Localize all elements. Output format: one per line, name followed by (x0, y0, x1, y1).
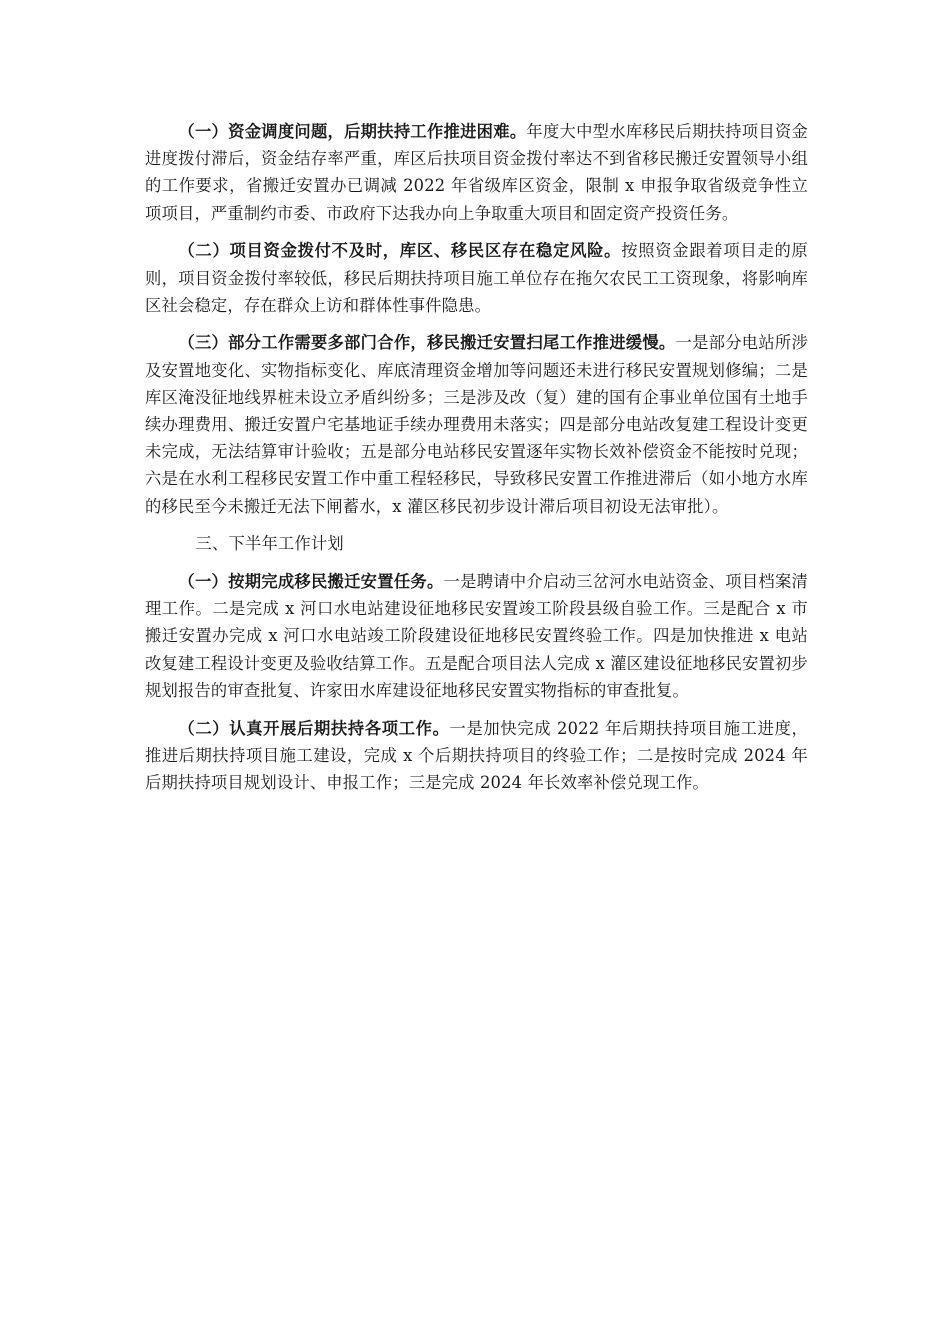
paragraph-plan-resettlement (145, 568, 808, 704)
section-heading: 三、下半年工作计划 (195, 534, 344, 554)
paragraph-body: 一是聘请中介启动三岔河水电站资金、项目档案清理工作。二是完成 x 河口水电站建设征地移民安置竣工阶段县级自验工作。三是配合 x 市搬迁安置办完成 x 河口水电站竣工阶段建设征地移民安置终验工作。四是加快推进 x 电站改复建工程设计变更及验收结算工作。五是配合项目法人完成 x 灌区建设征地移民安置初步规划报告的审查批复、许家田水库建设征地移民安置实物指标的审查批复。 (145, 572, 809, 700)
paragraph-body: 年度大中型水库移民后期扶持项目资金进度拨付滞后，资金结存率严重，库区后扶项目资金拨付率达不到省移民搬迁安置领导小组的工作要求，省搬迁安置办已调减 2022 年省级库区资金，限制 x 申报争取省级竞争性立项项目，严重制约市委、市政府下达我办向上争取重大项目和固定资产投资任务。 (145, 122, 808, 223)
paragraph-plan-support (145, 715, 808, 797)
paragraph-lead: （一）资金调度问题，后期扶持工作推进困难。 (178, 122, 527, 141)
paragraph-body: 一是部分电站所涉及安置地变化、实物指标变化、库底清理资金增加等问题还未进行移民安置规划修编；二是库区淹没征地线界桩未设立矛盾纠纷多；三是涉及改（复）建的国有企事业单位国有土地手续办理费用、搬迁安置户宅基地证手续办理费用未落实；四是部分电站改复建工程设计变更未完成，无法结算审计验收；五是部分电站移民安置逐年实物长效补偿资金不能按时兑现；六是在水利工程移民安置工作中重工程轻移民，导致移民安置工作推进滞后（如小地方水库的移民至今未搬迁无法下闸蓄水，x 灌区移民初步设计滞后项目初设无法审批）。 (145, 333, 808, 516)
paragraph-stability-risk (145, 237, 808, 319)
paragraph-lead: （二）项目资金拨付不及时，库区、移民区存在稳定风险。 (178, 241, 622, 261)
document-page (145, 118, 808, 807)
paragraph-funding-issue (145, 118, 808, 227)
paragraph-multi-department (145, 329, 808, 519)
paragraph-lead: （二）认真开展后期扶持各项工作。 (178, 718, 450, 738)
paragraph-body: 一是加快完成 2022 年后期扶持项目施工进度，推进后期扶持项目施工建设，完成 x 个后期扶持项目的终验工作；二是按时完成 2024 年后期扶持项目规划设计、申报工作；三是完成 2024 年长效率补偿兑现工作。 (145, 718, 808, 792)
paragraph-body: 按照资金跟着项目走的原则，项目资金拨付率较低，移民后期扶持项目施工单位存在拖欠农民工工资现象，将影响库区社会稳定，存在群众上访和群体性事件隐患。 (145, 241, 809, 315)
paragraph-lead: （一）按期完成移民搬迁安置任务。 (178, 572, 444, 592)
paragraph-lead: （三）部分工作需要多部门合作，移民搬迁安置扫尾工作推进缓慢。 (178, 333, 676, 353)
